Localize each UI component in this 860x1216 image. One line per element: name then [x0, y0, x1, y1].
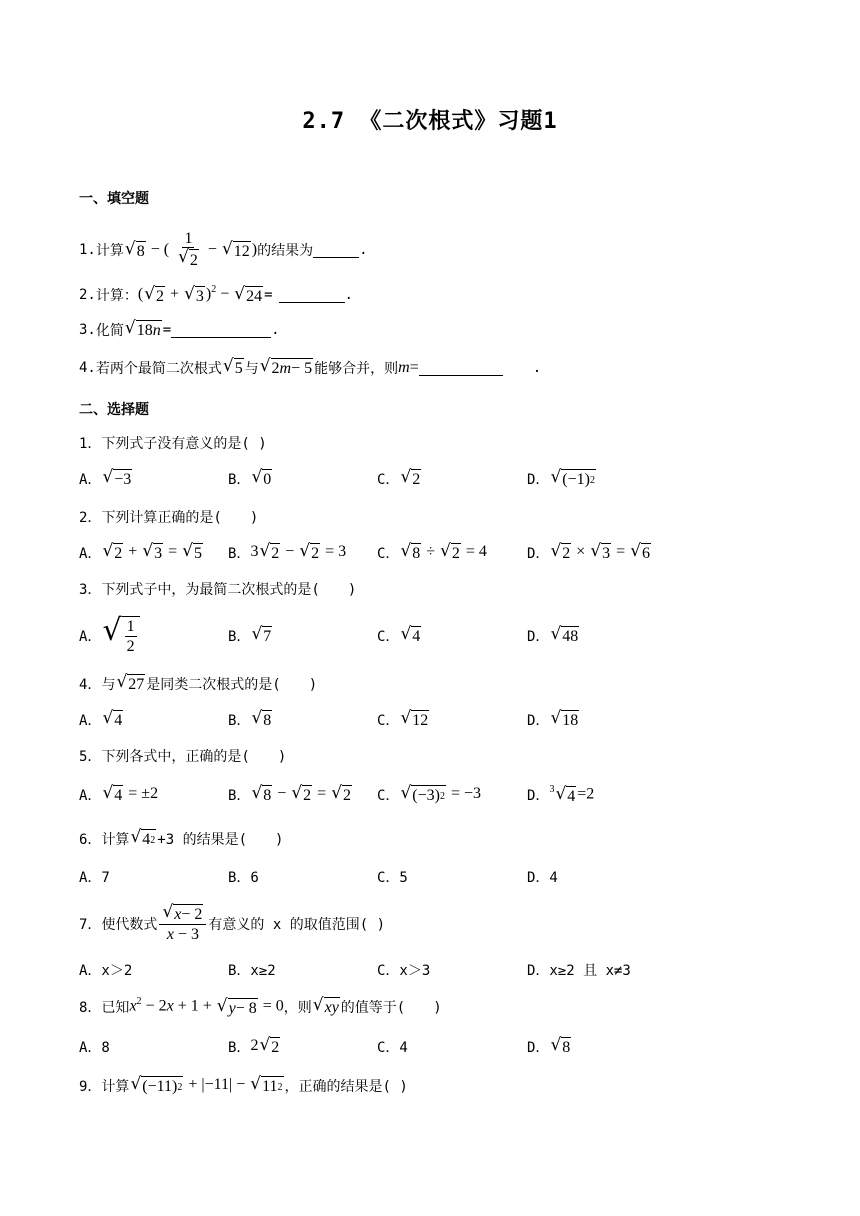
choice-question-7: 7． 使代数式 √ x − 2 x − 3 有意义的 x 的取值范围( )	[79, 902, 385, 943]
choice-options-6	[79, 860, 779, 894]
option-a[interactable]: A．7	[79, 870, 110, 886]
option-d[interactable]: D． √ 2 × √ 3 = √ 6	[527, 541, 651, 562]
option-b[interactable]: B．x≥2	[228, 963, 276, 979]
choice-options-5	[79, 778, 779, 812]
option-d[interactable]: D． $^3$ √ 4 =2	[527, 783, 595, 805]
option-a[interactable]: A． √ $\frac{1}{2}$	[79, 612, 141, 660]
option-b[interactable]: B． √ 0	[228, 467, 272, 488]
choice-question-8: 8． 已知 $x^2 - 2x + 1$ + √ y − 8 = 0 ，则 √ xy 的值等于( )	[79, 995, 442, 1017]
page-title: 2.7 《二次根式》习题1	[302, 109, 558, 134]
option-d[interactable]: D． √ 18	[527, 708, 579, 729]
choice-question-1: 1． 下列式子没有意义的是( )	[79, 436, 267, 452]
choice-question-3: 3． 下列式子中，为最简二次根式的是( )	[79, 582, 357, 598]
section-choice-heading: 二、选择题	[79, 402, 149, 418]
option-b[interactable]: B． 3 √ 2 − √ 2 = 3	[228, 541, 347, 562]
option-a[interactable]: A． √ 4	[79, 708, 123, 729]
option-a[interactable]: A． √ −3	[79, 467, 132, 488]
option-c[interactable]: C． √ 8 ÷ √ 2 = 4	[377, 541, 487, 562]
option-c[interactable]: C．x＞3	[377, 963, 431, 979]
choice-options-4	[79, 703, 779, 737]
answer-blank[interactable]	[171, 323, 271, 338]
fill-question-4: 4. 若两个最简二次根式 √ 5 与 √ 2 m − 5 能够合并，则 m = .	[79, 356, 542, 377]
choice-question-4: 4． 与 √ 27 是同类二次根式的是( )	[79, 672, 318, 693]
choice-question-9: 9． 计算 √ (−11) 2 + |−11| − √ 11 2 ，正确的结果是( )	[79, 1074, 408, 1095]
math-expression: √ 8 − ( 1 √ 2 − √ 12 )	[124, 229, 258, 270]
choice-question-5: 5． 下列各式中，正确的是( )	[79, 749, 287, 765]
option-c[interactable]: C． √ 12	[377, 708, 429, 729]
choice-options-8	[79, 1030, 779, 1064]
choice-options-3	[79, 612, 779, 660]
choice-question-6: 6． 计算 √ 4 2 +3 的结果是( )	[79, 827, 284, 848]
choice-options-1	[79, 462, 779, 496]
option-c[interactable]: C．4	[377, 1040, 408, 1056]
fill-question-3: 3. 化简 √ 18 n = .	[79, 318, 280, 339]
fill-question-1: 1. 计算 √ 8 − ( 1 √ 2 − √ 12 ) 的结果为 .	[79, 229, 368, 270]
option-c[interactable]: C． √ 2	[377, 467, 421, 488]
answer-blank[interactable]	[419, 361, 503, 376]
answer-blank[interactable]	[313, 243, 359, 258]
choice-question-2: 2． 下列计算正确的是( )	[79, 510, 259, 526]
option-a[interactable]: A．8	[79, 1040, 110, 1056]
option-d[interactable]: D．4	[527, 870, 558, 886]
option-b[interactable]: B． √ 8	[228, 708, 272, 729]
option-d[interactable]: D． √ 8	[527, 1035, 571, 1056]
option-b[interactable]: B．6	[228, 870, 259, 886]
math-expression: ( √ 2 + √ 3 )$^2$ − √ 24	[137, 283, 263, 305]
option-a[interactable]: A．x＞2	[79, 963, 133, 979]
option-b[interactable]: B． 2 √ 2	[228, 1035, 280, 1056]
option-d[interactable]: D． √ 48	[527, 624, 579, 645]
option-d[interactable]: D．x≥2 且 x≠3	[527, 963, 631, 979]
option-c[interactable]: C． √ 4	[377, 624, 421, 645]
section-fill-heading: 一、填空题	[79, 191, 149, 207]
choice-options-7	[79, 953, 779, 987]
option-b[interactable]: B． √ 7	[228, 624, 272, 645]
fill-question-2: 2. 计算： ( √ 2 + √ 3 )$^2$ − √ 24 = .	[79, 283, 353, 305]
math-expression: √ 18 n	[124, 318, 161, 339]
choice-options-2	[79, 536, 779, 570]
option-b[interactable]: B． √ 8 − √ 2 = √ 2	[228, 783, 352, 804]
option-d[interactable]: D． √ (−1) 2	[527, 467, 595, 488]
option-a[interactable]: A． √ 4 = ±2	[79, 783, 159, 804]
option-c[interactable]: C．5	[377, 870, 408, 886]
option-c[interactable]: C． √ (−3) 2 = −3	[377, 783, 482, 804]
option-a[interactable]: A． √ 2 + √ 3 = √ 5	[79, 541, 203, 562]
answer-blank[interactable]	[279, 288, 345, 303]
